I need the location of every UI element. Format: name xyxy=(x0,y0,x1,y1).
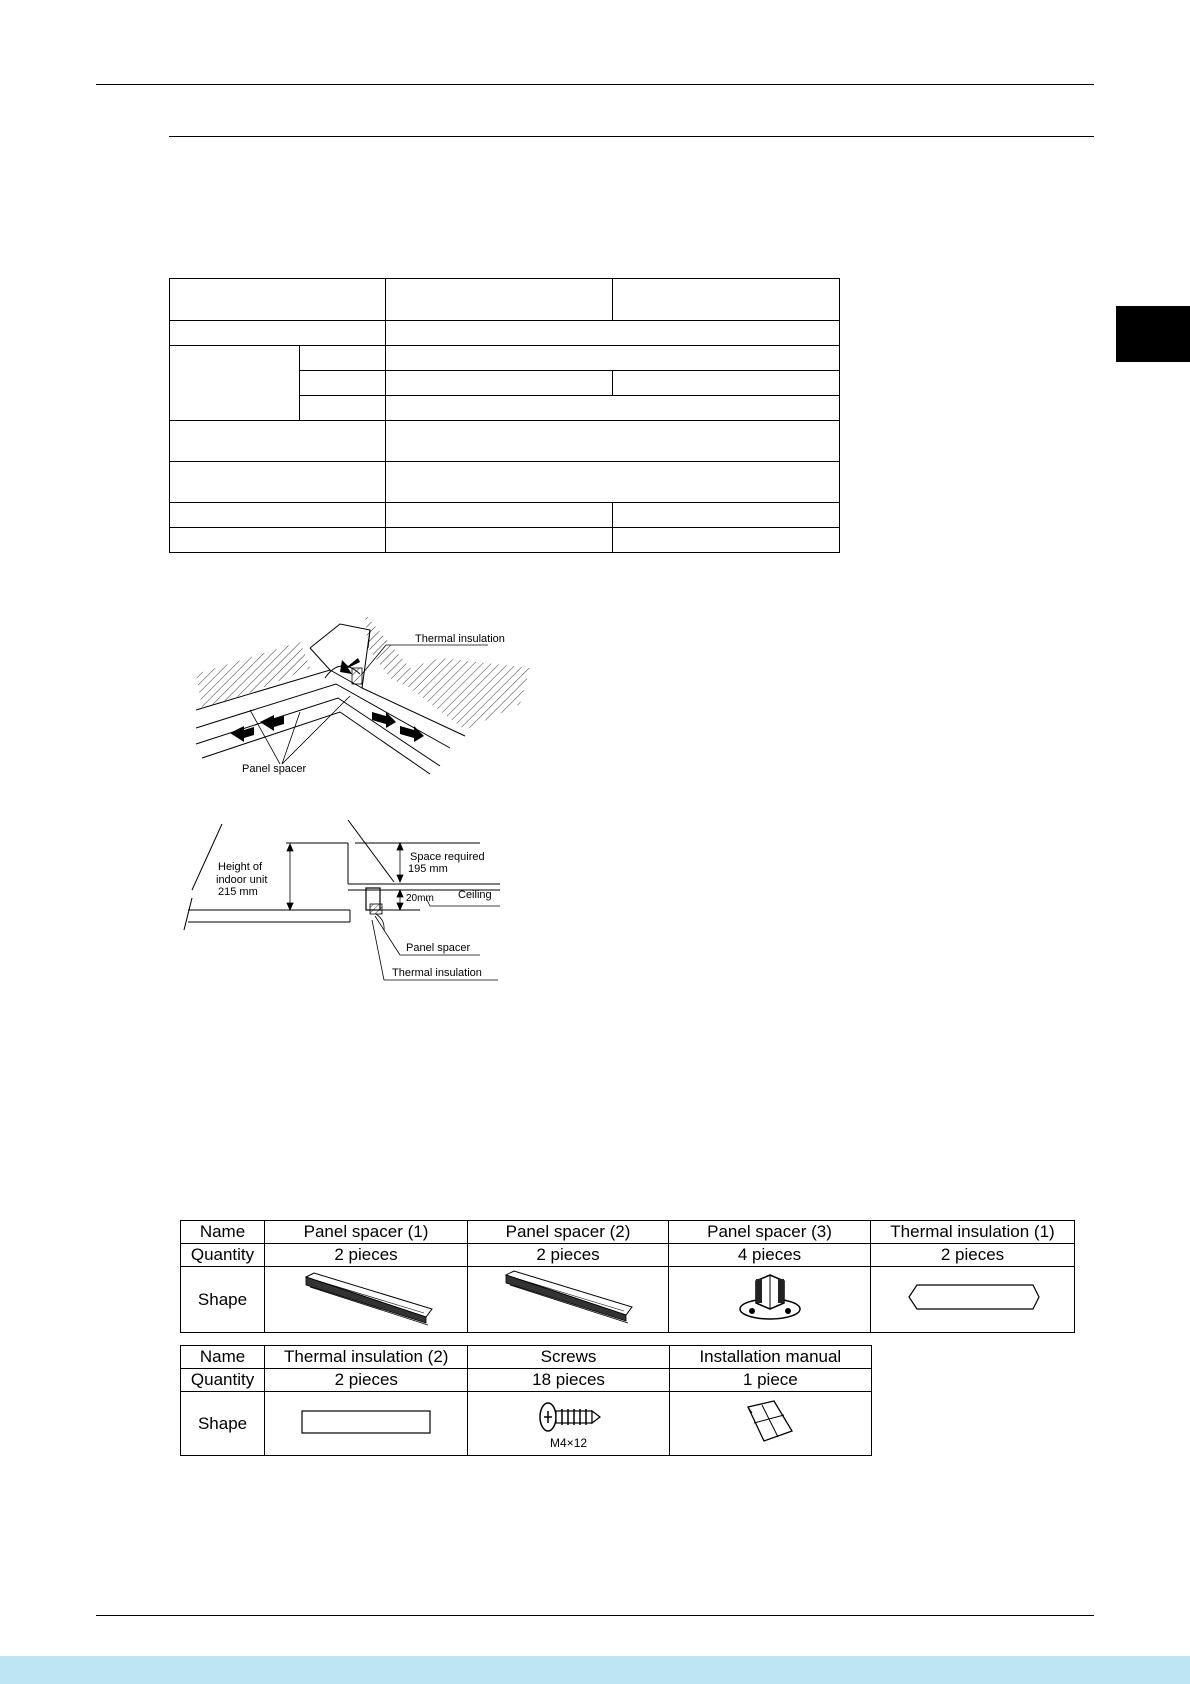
item-name: Thermal insulation (1) xyxy=(871,1221,1075,1244)
table-row xyxy=(181,1369,872,1392)
table-row xyxy=(181,1346,872,1369)
label-thermal-insulation: Thermal insulation xyxy=(392,967,482,979)
item-quantity: 1 piece xyxy=(669,1369,871,1392)
insulation-strip-icon xyxy=(265,1392,468,1456)
panel-spacer-isometric-figure xyxy=(190,608,530,783)
item-quantity: 2 pieces xyxy=(468,1244,669,1267)
screw-icon xyxy=(534,1399,604,1435)
row-label-shape: Shape xyxy=(181,1267,265,1333)
label-ceiling: Ceiling xyxy=(458,889,492,901)
insulation-strip-beveled-icon xyxy=(871,1267,1075,1333)
label-space-value: 195 mm xyxy=(408,863,448,875)
label-panel-spacer: Panel spacer xyxy=(242,763,307,775)
item-name: Panel spacer (3) xyxy=(669,1221,871,1244)
item-quantity: 2 pieces xyxy=(871,1244,1075,1267)
label-panel-spacer: Panel spacer xyxy=(406,942,471,954)
footer-band xyxy=(0,1656,1190,1684)
item-quantity: 4 pieces xyxy=(669,1244,871,1267)
row-label-shape: Shape xyxy=(181,1392,265,1456)
panel-spacer-long-icon xyxy=(265,1267,468,1333)
header-rule-section xyxy=(169,136,1094,137)
screw-size-note: M4×12 xyxy=(550,1436,588,1450)
table-row xyxy=(170,279,840,321)
table-row xyxy=(170,421,840,462)
table-row xyxy=(181,1244,1075,1267)
row-label-quantity: Quantity xyxy=(181,1244,265,1267)
table-row xyxy=(181,1267,1075,1333)
item-name: Thermal insulation (2) xyxy=(265,1346,468,1369)
row-label-name: Name xyxy=(181,1346,265,1369)
manual-booklet-icon xyxy=(669,1392,871,1456)
insulation-block xyxy=(352,668,362,684)
label-gap: 20mm xyxy=(406,893,434,904)
label-space-required: Space required xyxy=(410,851,485,863)
ceiling-hatch-left xyxy=(196,642,310,708)
dimension-space xyxy=(397,843,403,910)
table-row xyxy=(170,462,840,503)
chapter-tab-marker xyxy=(1116,306,1190,362)
item-name: Installation manual xyxy=(669,1346,871,1369)
row-label-quantity: Quantity xyxy=(181,1369,265,1392)
table-row xyxy=(181,1221,1075,1244)
item-quantity: 2 pieces xyxy=(265,1369,468,1392)
spec-table xyxy=(169,278,840,553)
item-name: Screws xyxy=(468,1346,669,1369)
insulation-section xyxy=(370,904,382,914)
table-row xyxy=(170,503,840,528)
label-height-line1: Height of xyxy=(218,861,263,873)
screw-icon-cell xyxy=(468,1392,669,1456)
accessories-table-2 xyxy=(180,1345,872,1456)
header-rule-top xyxy=(96,84,1094,85)
item-name: Panel spacer (2) xyxy=(468,1221,669,1244)
table-row xyxy=(170,528,840,553)
label-height-line2: indoor unit xyxy=(216,874,268,886)
ceiling-hatch-right xyxy=(365,614,530,730)
table-row xyxy=(181,1392,872,1456)
panel-spacer-long-icon xyxy=(468,1267,669,1333)
item-name: Panel spacer (1) xyxy=(265,1221,468,1244)
panel-spacer-corner-icon xyxy=(669,1267,871,1333)
item-quantity: 2 pieces xyxy=(265,1244,468,1267)
label-thermal-insulation: Thermal insulation xyxy=(415,633,505,645)
table-row xyxy=(170,346,840,371)
label-height-value: 215 mm xyxy=(218,886,258,898)
dimension-height xyxy=(287,844,293,910)
table-row xyxy=(170,321,840,346)
footer-rule xyxy=(96,1615,1094,1616)
accessories-table-1 xyxy=(180,1220,1075,1333)
item-quantity: 18 pieces xyxy=(468,1369,669,1392)
row-label-name: Name xyxy=(181,1221,265,1244)
cross-section-figure xyxy=(180,820,510,990)
